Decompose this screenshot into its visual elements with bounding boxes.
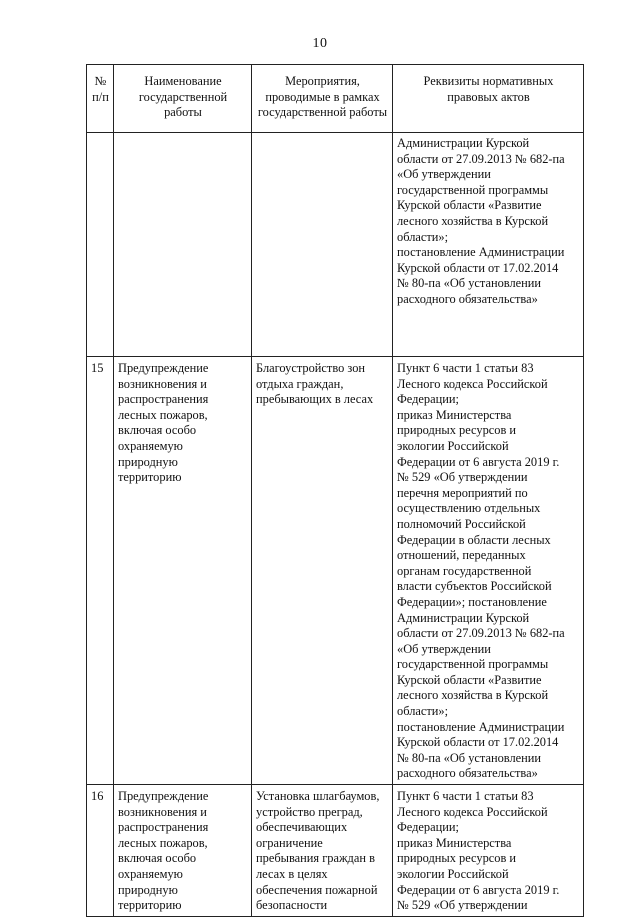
table-header-row — [87, 65, 584, 133]
table-row — [87, 133, 584, 357]
header-work-name: Наименование государственной работы — [114, 65, 252, 133]
measures-table — [86, 64, 584, 917]
row-work-name: Предупреждение возникновения и распространения лесных пожаров, включая особо охраняемую природную территорию — [114, 357, 252, 785]
row-number — [87, 133, 114, 357]
row-work-name — [114, 133, 252, 357]
row-number: 15 — [87, 357, 114, 785]
header-legal-acts: Реквизиты нормативных правовых актов — [393, 65, 584, 133]
row-number: 16 — [87, 785, 114, 917]
header-events: Мероприятия, проводимые в рамках государственной работы — [252, 65, 393, 133]
row-legal-acts: Администрации Курской области от 27.09.2013 № 682-па «Об утверждении государственной программы Курской области «Развитие лесного хозяйства в Курской области»; постановление Администрации Курской области от 17.02.2014 № 80-па «Об установлении расходного обязательства» — [393, 133, 584, 357]
row-work-name: Предупреждение возникновения и распространения лесных пожаров, включая особо охраняемую природную территорию — [114, 785, 252, 917]
row-legal-acts: Пункт 6 части 1 статьи 83 Лесного кодекса Российской Федерации; приказ Министерства природных ресурсов и экологии Российской Федерации от 6 августа 2019 г. № 529 «Об утверждении перечня мероприятий по осуществлению отдельных полномочий Российской Федерации в области лесных отношений, переданных органам государственной власти субъектов Российской Федерации»; постановление Администрации Курской области от 27.09.2013 № 682-па «Об утверждении государственной программы Курской области «Развитие лесного хозяйства в Курской области»; постановление Администрации Курской области от 17.02.2014 № 80-па «Об установлении расходного обязательства» — [393, 357, 584, 785]
row-legal-acts: Пункт 6 части 1 статьи 83 Лесного кодекса Российской Федерации; приказ Министерства природных ресурсов и экологии Российской Федерации от 6 августа 2019 г. № 529 «Об утверждении — [393, 785, 584, 917]
header-number: № п/п — [87, 65, 114, 133]
table-row — [87, 785, 584, 917]
row-events — [252, 133, 393, 357]
row-events: Благоустройство зон отдыха граждан, пребывающих в лесах — [252, 357, 393, 785]
page-number: 10 — [312, 36, 328, 51]
table-row — [87, 357, 584, 785]
row-events: Установка шлагбаумов, устройство преград, обеспечивающих ограничение пребывания граждан в лесах в целях обеспечения пожарной безопасности — [252, 785, 393, 917]
